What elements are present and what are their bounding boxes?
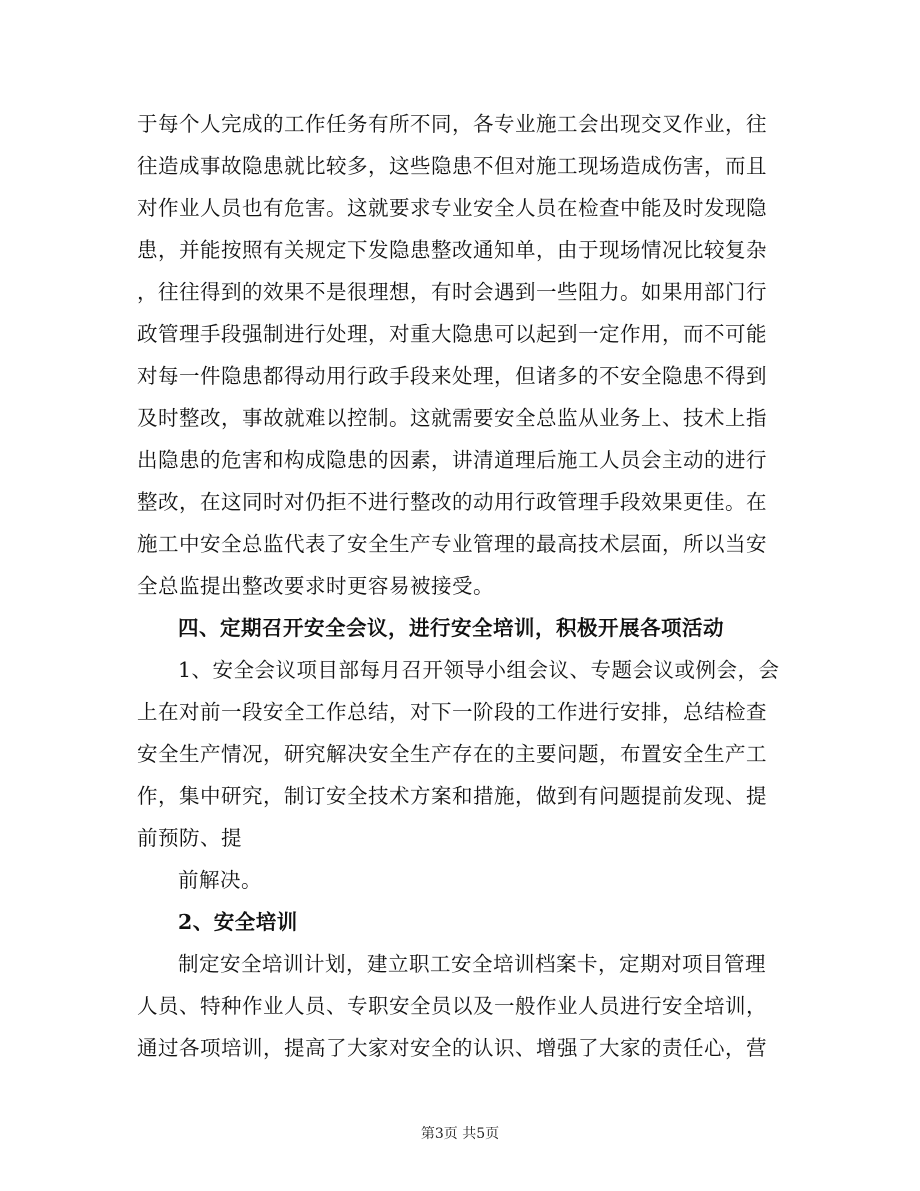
paragraph-line: 通过各项培训，提高了大家对安全的认识、增强了大家的责任心，营 <box>137 1036 767 1060</box>
paragraph-line: 整改，在这同时对仍拒不进行整改的动用行政管理手段效果更佳。在 <box>137 490 767 514</box>
paragraph-line: 人员、特种作业人员、专职安全员以及一般作业人员进行安全培训， <box>137 994 767 1018</box>
paragraph-line: 于每个人完成的工作任务有所不同，各专业施工会出现交叉作业，往 <box>137 112 767 136</box>
paragraph-line: 及时整改，事故就难以控制。这就需要安全总监从业务上、技术上指 <box>137 406 767 430</box>
paragraph-line: 作，集中研究，制订安全技术方案和措施，做到有问题提前发现、提 <box>137 784 767 808</box>
paragraph-line: ，往往得到的效果不是很理想，有时会遇到一些阻力。如果用部门行 <box>137 280 767 304</box>
paragraph-line: 全总监提出整改要求时更容易被接受。 <box>137 574 494 598</box>
paragraph-line: 安全生产情况，研究解决安全生产存在的主要问题，布置安全生产工 <box>137 742 767 766</box>
paragraph-line: 出隐患的危害和构成隐患的因素，讲清道理后施工人员会主动的进行 <box>137 448 767 472</box>
page-number: 第3页 共5页 <box>420 1126 500 1142</box>
paragraph-line: 1、安全会议项目部每月召开领导小组会议、专题会议或例会，会 <box>178 658 780 682</box>
paragraph-line: 对作业人员也有危害。这就要求专业安全人员在检查中能及时发现隐 <box>137 196 767 220</box>
section-heading: 四、定期召开安全会议，进行安全培训，积极开展各项活动 <box>178 616 724 640</box>
subsection-heading: 2、安全培训 <box>178 910 298 934</box>
paragraph-line: 前解决。 <box>178 868 262 892</box>
paragraph-line: 前预防、提 <box>137 826 242 850</box>
paragraph-line: 对每一件隐患都得动用行政手段来处理，但诸多的不安全隐患不得到 <box>137 364 767 388</box>
paragraph-line: 患，并能按照有关规定下发隐患整改通知单，由于现场情况比较复杂 <box>137 238 767 262</box>
paragraph-line: 施工中安全总监代表了安全生产专业管理的最高技术层面，所以当安 <box>137 532 767 556</box>
paragraph-line: 往造成事故隐患就比较多，这些隐患不但对施工现场造成伤害，而且 <box>137 154 767 178</box>
paragraph-line: 政管理手段强制进行处理，对重大隐患可以起到一定作用，而不可能 <box>137 322 767 346</box>
paragraph-line: 制定安全培训计划，建立职工安全培训档案卡，定期对项目管理 <box>178 952 766 976</box>
paragraph-line: 上在对前一段安全工作总结，对下一阶段的工作进行安排，总结检查 <box>137 700 767 724</box>
